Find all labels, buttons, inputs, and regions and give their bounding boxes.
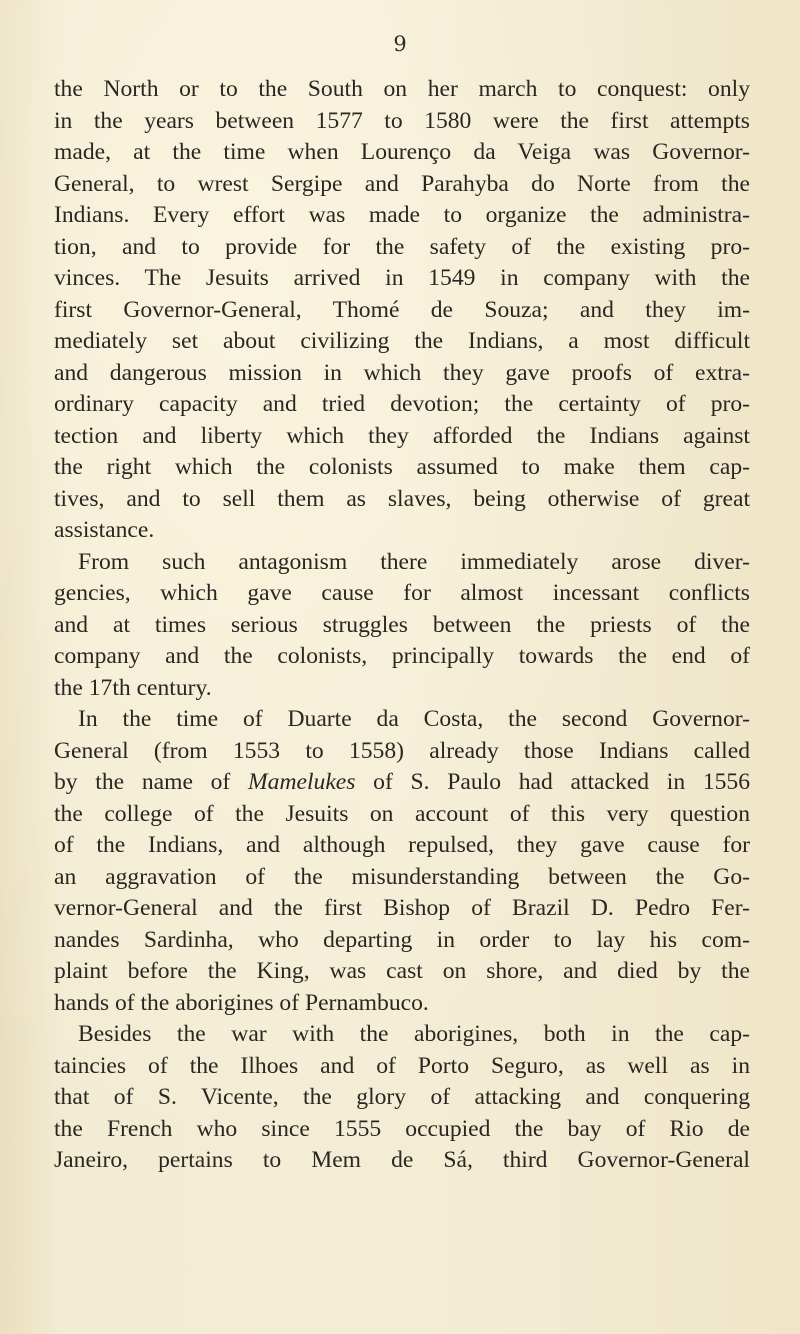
text-line <box>54 767 750 799</box>
text-line: in the years between 1577 to 1580 were the first attempts <box>54 107 750 134</box>
text-line: Indians. Every effort was made to organize the administra- <box>54 202 750 228</box>
text-line: General, to wrest Sergipe and Parahyba do Norte from the <box>54 170 750 197</box>
text-line: ordinary capacity and tried devotion; the certainty of pro- <box>54 391 750 417</box>
text-line: tives, and to sell them as slaves, being otherwise of great <box>54 485 750 512</box>
text-line: In the time of Duarte da Costa, the second Governor- <box>78 706 750 732</box>
text-line: hands of the aborigines of Pernambuco. <box>54 989 429 1016</box>
text-line: tion, and to provide for the safety of the existing pro- <box>54 233 750 260</box>
text-line: assistance. <box>54 517 155 543</box>
text-line-segment: of S. Paulo had attacked in 1556 <box>355 769 751 795</box>
text-line: company and the colonists, principally towards the end of <box>54 643 750 669</box>
text-line: the right which the colonists assumed to make them cap- <box>54 454 750 480</box>
text-line: vernor-General and the first Bishop of Brazil D. Pedro Fer- <box>54 895 750 921</box>
text-line: of the Indians, and although repulsed, they gave cause for <box>54 832 750 858</box>
text-line: Janeiro, pertains to Mem de Sá, third Governor-General <box>54 1147 750 1173</box>
page-number: 9 <box>393 32 407 56</box>
text-line: mediately set about civilizing the Indians, a most difficult <box>54 328 750 354</box>
text-line: plaint before the King, was cast on shore, and died by the <box>54 958 750 984</box>
text-line: first Governor-General, Thomé de Souza; and they im- <box>54 296 750 323</box>
text-line: tection and liberty which they afforded the Indians against <box>54 422 750 449</box>
text-line-segment: by the name of <box>54 769 248 795</box>
text-line: Besides the war with the aborigines, both in the cap- <box>78 1021 750 1047</box>
text-line: taincies of the Ilhoes and of Porto Seguro, as well as in <box>54 1052 750 1079</box>
text-line: gencies, which gave cause for almost incessant conflicts <box>54 580 750 606</box>
text-line: nandes Sardinha, who departing in order to lay his com- <box>54 926 750 953</box>
body-text <box>54 74 750 1177</box>
text-line: the 17th century. <box>54 674 212 701</box>
italic-term: Mamelukes <box>248 769 356 795</box>
text-line: the French who since 1555 occupied the bay of Rio de <box>54 1115 750 1142</box>
text-line: and at times serious struggles between the priests of the <box>54 611 750 638</box>
text-line: and dangerous mission in which they gave proofs of extra- <box>54 359 750 386</box>
text-line: that of S. Vicente, the glory of attacking and conquering <box>54 1084 750 1110</box>
text-line: an aggravation of the misunderstanding between the Go- <box>54 863 750 890</box>
text-line: made, at the time when Lourenço da Veiga was Governor- <box>54 139 750 165</box>
text-line: General (from 1553 to 1558) already those Indians called <box>54 737 750 764</box>
text-line: the college of the Jesuits on account of this very question <box>54 800 750 827</box>
text-line: the North or to the South on her march to conquest: only <box>54 76 750 102</box>
text-line: vinces. The Jesuits arrived in 1549 in company with the <box>54 265 750 291</box>
text-line: From such antagonism there immediately arose diver- <box>78 548 750 575</box>
